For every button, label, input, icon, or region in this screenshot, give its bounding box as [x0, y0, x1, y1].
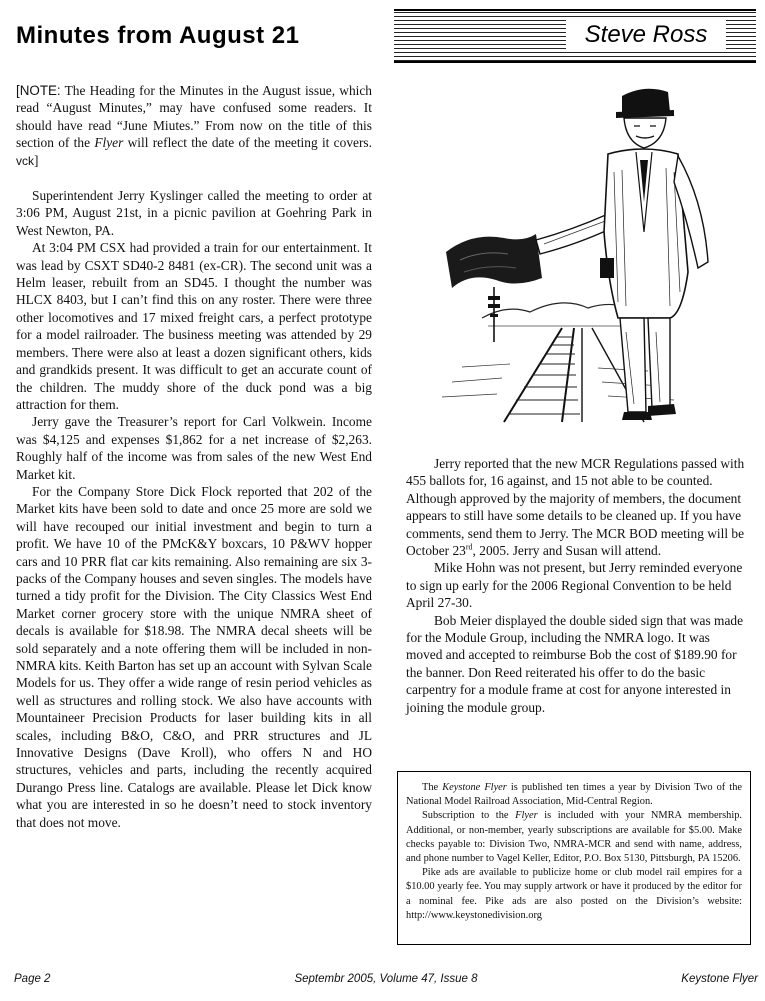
- footer-issue-info: Septembr 2005, Volume 47, Issue 8: [294, 973, 478, 985]
- note-initials: vck: [16, 153, 34, 168]
- paragraph-csx-train: At 3:04 PM CSX had provided a train for our entertainment. It was lead by CSXT SD40-2 8481 (ex-CR). The second unit was a Helm leaser, rebuilt from an SD45. I thought the number was HLCX 8403, but I can’t find this on any roster. There were three other locomotives and 17 mixed freight cars, a perfect prototype for a model railroader. The business meeting was attended by 29 members. There were also at least a dozen significant others, kids and grandkids present. It was difficult to get an accurate count of the children. The muddy shore of the duck pond was a big attraction for them.: [16, 240, 372, 412]
- paragraph-module-sign: Bob Meier displayed the double sided sign that was made for the Module Group, including the NMRA logo. It was moved and accepted to reimburse Bob the cost of $189.90 for the banner. Don Reed reiterated his offer to do the basic carpentry for a module frame at cost for anyone interested in joining the module group.: [406, 612, 744, 715]
- mcr-text-after: , 2005. Jerry and Susan will attend.: [472, 543, 662, 559]
- paragraph-regional-convention: Mike Hohn was not present, but Jerry reminded everyone to sign up early for the 2006 Regional Convention to be held April 27-30.: [406, 560, 743, 611]
- info-flyer-title: Keystone Flyer: [442, 782, 507, 793]
- right-column: [406, 455, 746, 716]
- footer-page-number: Page 2: [14, 973, 51, 985]
- info-publication: The Keystone Flyer is published ten times a year by Division Two of the National Model Railroad Association, Mid-Central Region.: [406, 782, 742, 808]
- note-bracket-open: [: [16, 83, 20, 98]
- byline-banner: [394, 9, 756, 63]
- info-subscription: Subscription to the Flyer is included with your NMRA membership. Additional, or non-member, yearly subscriptions are available for $5.00. Make checks payable to: Division Two, NMRA-MCR and send with name, address, and phone number to Vagel Keller, Editor, P.O. Box 5130, Pittsburgh, PA 15206.: [406, 810, 742, 865]
- note-text-1: The Heading for the Minutes in the August issue, which read “August Minutes,” may have confused some readers. It should have read “June Miutes.” From now on the title of this section of the: [16, 83, 372, 151]
- publication-info-box: [397, 771, 751, 945]
- railroad-conductor-illustration: [412, 82, 730, 428]
- mcr-text-before: Jerry reported that the new MCR Regulations passed with 455 ballots for, 16 against, and 15 not able to be counted. Although approved by the majority of members, the document appears to still have some details to be cleaned up. If you have comments, send them to Jerry. The MCR BOD meeting will be October 23: [406, 456, 745, 559]
- note-flyer-title: Flyer: [94, 135, 124, 151]
- paragraph-meeting-call: Superintendent Jerry Kyslinger called the meeting to order at 3:06 PM, August 21st, in a picnic pavilion at Goehring Park in West Newton, PA.: [16, 188, 372, 238]
- note-lead: NOTE:: [19, 83, 61, 98]
- mcr-ordinal: rd: [465, 542, 473, 552]
- info-pike-ads: Pike ads are available to publicize home or club model rail empires for a $10.00 yearly fee. You may supply artwork or have it produced by the editor for a nominal fee. Pike ads are also posted on the Division’s website: http://www.keystonedivision.org: [406, 867, 742, 921]
- editor-note: [16, 82, 372, 170]
- author-byline: Steve Ross: [566, 18, 726, 52]
- paragraph-company-store: For the Company Store Dick Flock reported that 202 of the Market kits have been sold to date and once 25 more are sold we will have recouped our initial investment and begin to turn a profit. We have 10 of the PMcK&Y boxcars, 10 P&WV hopper cars and 10 PRR flat car kits remaining. Also remaining are six 3-packs of the Company houses and seven singles. The models have turned a tidy profit for the Division. The City Classics West End Market corner grocery store with the unique NMRA sheet of decals is available for $18.98. The NMRA decal sheets will be sold separately and a note offering them will be included in non-NMRA kits. Keith Barton has set up an account with Sylvan Scale Models for us. They offer a wide range of resin period vehicles as well as structures and rolling stock. We also have accounts with Mountaineer Precision Products for laser building kits in all scales, including B&O, C&O, and PRR structures and JL Innovative Designs (Dave Kroll), who offers N and HO structures, vehicles and parts, including the recently acquired Durango Press line. Catalogs are available. Please let Dick know what you are interested in so he doesn’t need to stock inventory that does not move.: [16, 483, 372, 830]
- paragraph-mcr-regulations: [406, 455, 746, 559]
- footer-publication: Keystone Flyer: [681, 973, 758, 985]
- note-text-2: will reflect the date of the meeting it covers.: [123, 135, 372, 151]
- paragraph-treasurer-report: Jerry gave the Treasurer’s report for Carl Volkwein. Income was $4,125 and expenses $1,862 for a net increase of $2,263. Roughly half of the income was from sales of the new West End Market kit.: [16, 414, 372, 482]
- note-bracket-close: ]: [34, 152, 39, 168]
- article-title: Minutes from August 21: [16, 22, 300, 49]
- left-column: [16, 82, 372, 831]
- info-flyer-name: Flyer: [515, 810, 538, 822]
